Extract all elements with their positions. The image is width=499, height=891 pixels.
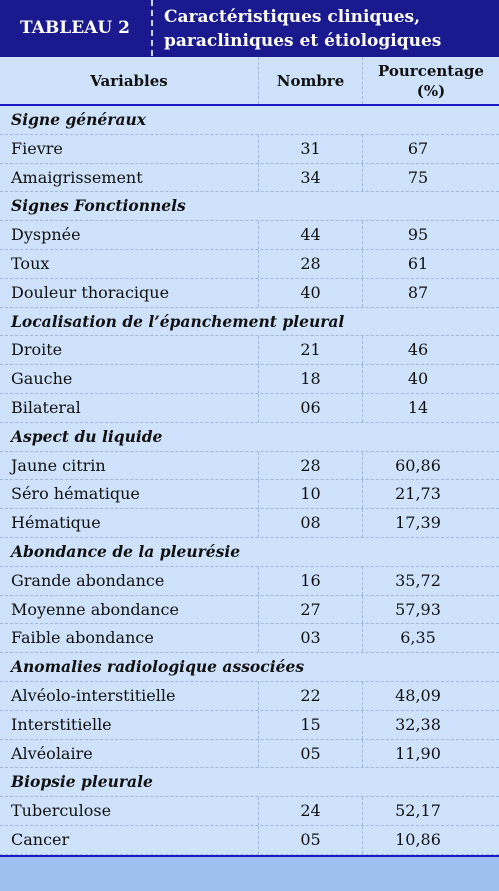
section-header-row [0, 768, 499, 797]
nombre-cell: 15 [300, 714, 321, 734]
section-header-row [0, 106, 499, 135]
table-footer-bar [0, 855, 499, 891]
cell-divider [362, 480, 363, 508]
table-row [0, 797, 499, 826]
table-row [0, 452, 499, 481]
cell-divider [258, 452, 259, 480]
table-row [0, 624, 499, 653]
pourcentage-cell: 35,72 [395, 570, 441, 590]
cell-divider [258, 394, 259, 422]
variable-cell: Gauche [11, 369, 73, 389]
section-label: Signes Fonctionnels [11, 196, 186, 216]
cell-divider [258, 797, 259, 825]
pourcentage-cell: 87 [407, 282, 429, 302]
cell-divider [258, 682, 259, 710]
section-label: Signe généraux [11, 110, 146, 129]
table-row [0, 135, 499, 164]
nombre-cell: 06 [300, 397, 321, 417]
column-header-variables: Variables [90, 71, 168, 90]
table-row [0, 365, 499, 394]
pourcentage-cell: 40 [407, 369, 429, 389]
column-header-row [0, 57, 499, 106]
section-label: Abondance de la pleurésie [11, 541, 241, 561]
variable-cell: Hématique [11, 513, 101, 533]
pourcentage-cell: 10,86 [395, 829, 441, 849]
pourcentage-cell: 67 [407, 138, 429, 158]
section-header-row [0, 192, 499, 221]
pourcentage-cell: 46 [407, 340, 429, 360]
cell-divider [362, 567, 363, 595]
pourcentage-cell: 11,90 [395, 743, 441, 763]
cell-divider [258, 567, 259, 595]
cell-divider [362, 452, 363, 480]
cell-divider [362, 135, 363, 163]
cell-divider [258, 279, 259, 307]
nombre-cell: 16 [300, 570, 321, 590]
cell-divider [362, 164, 363, 192]
cell-divider [362, 509, 363, 537]
variable-cell: Tuberculose [11, 801, 112, 821]
nombre-cell: 05 [300, 743, 321, 763]
pourcentage-cell: 48,09 [395, 685, 441, 705]
variable-cell: Toux [11, 253, 50, 273]
variable-cell: Interstitielle [11, 714, 112, 734]
pourcentage-cell: 17,39 [395, 513, 441, 533]
cell-divider [258, 164, 259, 192]
nombre-cell: 31 [300, 138, 321, 158]
cell-divider [258, 221, 259, 249]
table-title-line1: Caractéristiques cliniques, [164, 7, 421, 27]
section-label: Anomalies radiologique associées [11, 657, 305, 677]
pourcentage-cell: 75 [407, 167, 429, 187]
nombre-cell: 44 [300, 225, 321, 245]
nombre-cell: 34 [300, 167, 321, 187]
nombre-cell: 10 [300, 484, 321, 504]
table-number-label: TABLEAU 2 [20, 18, 130, 38]
cell-divider [362, 740, 363, 768]
variable-cell: Droite [11, 340, 63, 360]
table-header-banner [0, 0, 499, 57]
table-row [0, 336, 499, 365]
cell-divider [362, 394, 363, 422]
header-divider [151, 0, 153, 56]
variable-cell: Moyenne abondance [11, 599, 179, 619]
table-row [0, 394, 499, 423]
cell-divider [362, 279, 363, 307]
pourcentage-cell: 95 [407, 225, 429, 245]
cell-divider [258, 336, 259, 364]
nombre-cell: 24 [300, 801, 321, 821]
cell-divider [258, 250, 259, 278]
table-row [0, 567, 499, 596]
nombre-cell: 28 [300, 455, 321, 475]
column-header-pourcentage-line2: (%) [416, 81, 446, 100]
variable-cell: Alvéolo-interstitielle [11, 685, 176, 705]
cell-divider [362, 596, 363, 624]
section-label: Aspect du liquide [11, 426, 163, 446]
section-header-row [0, 308, 499, 337]
table-body [0, 106, 499, 884]
variable-cell: Séro hématique [11, 484, 140, 504]
table-row [0, 682, 499, 711]
variable-cell: Douleur thoracique [11, 282, 170, 302]
cell-divider [362, 221, 363, 249]
cell-divider [362, 797, 363, 825]
variable-cell: Faible abondance [11, 628, 154, 648]
cell-divider [362, 682, 363, 710]
table-title-line2: paracliniques et étiologiques [164, 31, 442, 51]
nombre-cell: 08 [300, 513, 321, 533]
table-row [0, 711, 499, 740]
table-row [0, 480, 499, 509]
pourcentage-cell: 32,38 [395, 714, 441, 734]
variable-cell: Cancer [11, 829, 70, 849]
column-header-nombre: Nombre [276, 71, 345, 90]
nombre-cell: 22 [300, 685, 321, 705]
column-header-pourcentage-line1: Pourcentage [378, 61, 484, 80]
variable-cell: Jaune citrin [11, 455, 106, 475]
cell-divider [362, 711, 363, 739]
section-header-row [0, 423, 499, 452]
cell-divider [258, 740, 259, 768]
variable-cell: Bilateral [11, 397, 81, 417]
cell-divider [258, 509, 259, 537]
cell-divider [362, 250, 363, 278]
cell-divider [258, 711, 259, 739]
table-row [0, 164, 499, 193]
section-label: Localisation de l’épanchement pleural [11, 311, 345, 331]
table-title [164, 5, 493, 53]
table-row [0, 596, 499, 625]
table-row [0, 509, 499, 538]
pourcentage-cell: 60,86 [395, 455, 441, 475]
cell-divider [258, 365, 259, 393]
variable-cell: Grande abondance [11, 570, 165, 590]
cell-divider [258, 480, 259, 508]
pourcentage-cell: 52,17 [395, 801, 441, 821]
column-divider [362, 57, 363, 104]
table-row [0, 826, 499, 855]
nombre-cell: 28 [300, 253, 321, 273]
variable-cell: Dyspnée [11, 225, 81, 245]
nombre-cell: 03 [300, 628, 321, 648]
cell-divider [258, 826, 259, 854]
variable-cell: Amaigrissement [11, 167, 143, 187]
section-label: Biopsie pleurale [11, 772, 153, 792]
nombre-cell: 40 [300, 282, 321, 302]
nombre-cell: 21 [300, 340, 321, 360]
cell-divider [258, 624, 259, 652]
pourcentage-cell: 57,93 [395, 599, 441, 619]
cell-divider [362, 365, 363, 393]
pourcentage-cell: 6,35 [400, 628, 436, 648]
nombre-cell: 05 [300, 829, 321, 849]
pourcentage-cell: 21,73 [395, 484, 441, 504]
cell-divider [258, 135, 259, 163]
table-row [0, 279, 499, 308]
pourcentage-cell: 61 [407, 253, 429, 273]
table-row [0, 250, 499, 279]
section-header-row [0, 653, 499, 682]
column-header-pourcentage [363, 57, 499, 104]
table-row [0, 740, 499, 769]
cell-divider [362, 826, 363, 854]
variable-cell: Fievre [11, 138, 63, 158]
cell-divider [362, 624, 363, 652]
nombre-cell: 18 [300, 369, 321, 389]
section-header-row [0, 538, 499, 567]
nombre-cell: 27 [300, 599, 321, 619]
cell-divider [362, 336, 363, 364]
variable-cell: Alvéolaire [11, 743, 93, 763]
pourcentage-cell: 14 [407, 397, 429, 417]
column-divider [258, 57, 259, 104]
cell-divider [258, 596, 259, 624]
table-row [0, 221, 499, 250]
